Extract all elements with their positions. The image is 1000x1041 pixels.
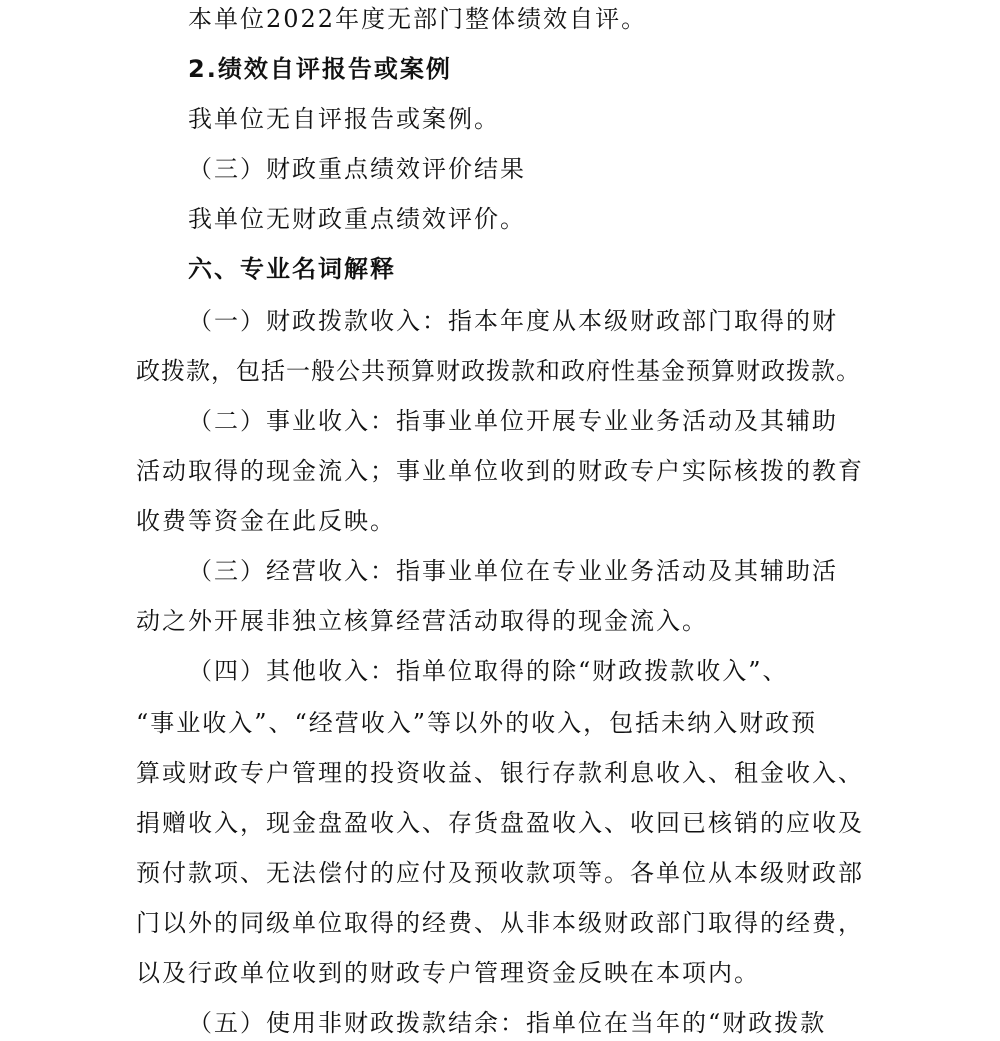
- text-line: 以及行政单位收到的财政专户管理资金反映在本项内。: [136, 959, 760, 987]
- text-line: （四）其他收入：指单位取得的除“财政拨款收入”、: [188, 657, 789, 685]
- text-line: 政拨款，包括一般公共预算财政拨款和政府性基金预算财政拨款。: [136, 357, 861, 385]
- text-line: 动之外开展非独立核算经营活动取得的现金流入。: [136, 607, 708, 635]
- text-line: 我单位无自评报告或案例。: [188, 105, 500, 133]
- text-line: （五）使用非财政拨款结余：指单位在当年的“财政拨款: [188, 1009, 827, 1037]
- text-line: 收费等资金在此反映。: [136, 507, 396, 535]
- text-line: （三）经营收入：指事业单位在专业业务活动及其辅助活: [188, 557, 838, 585]
- text-line: （一）财政拨款收入：指本年度从本级财政部门取得的财: [188, 307, 838, 335]
- section-heading: 2.绩效自评报告或案例: [188, 55, 452, 83]
- text-line: “事业收入”、“经营收入”等以外的收入，包括未纳入财政预: [136, 709, 818, 737]
- section-heading: 六、专业名词解释: [188, 255, 396, 283]
- subsection-heading: （三）财政重点绩效评价结果: [188, 155, 526, 183]
- text-line: 我单位无财政重点绩效评价。: [188, 205, 526, 233]
- text-line: 本单位2022年度无部门整体绩效自评。: [188, 5, 648, 33]
- text-line: 活动取得的现金流入；事业单位收到的财政专户实际核拨的教育: [136, 457, 864, 485]
- text-line: 算或财政专户管理的投资收益、银行存款利息收入、租金收入、: [136, 759, 864, 787]
- text-line: 预付款项、无法偿付的应付及预收款项等。各单位从本级财政部: [136, 859, 864, 887]
- text-line: （二）事业收入：指事业单位开展专业业务活动及其辅助: [188, 407, 838, 435]
- text-line: 门以外的同级单位取得的经费、从非本级财政部门取得的经费，: [136, 909, 864, 937]
- text-line: 捐赠收入，现金盘盈收入、存货盘盈收入、收回已核销的应收及: [136, 809, 864, 837]
